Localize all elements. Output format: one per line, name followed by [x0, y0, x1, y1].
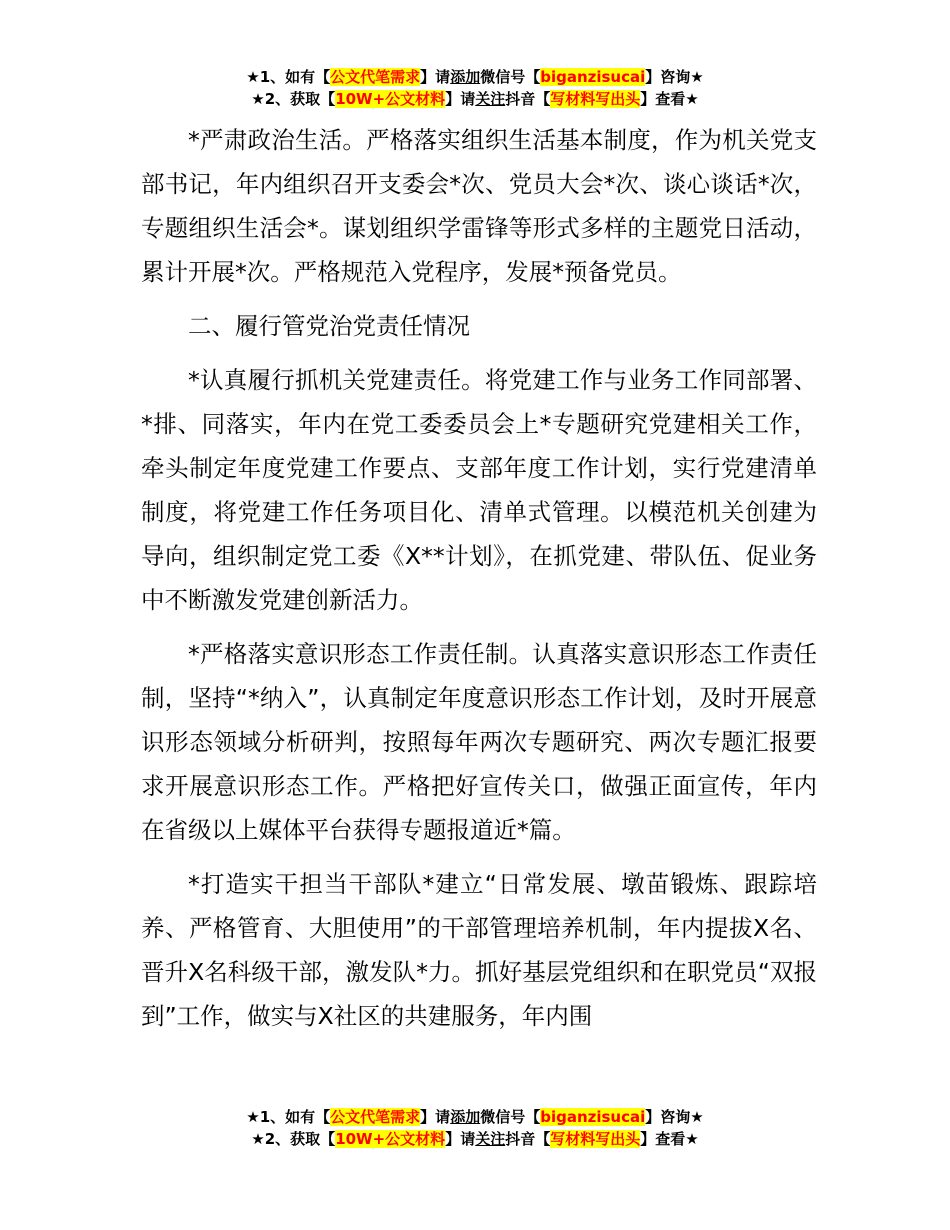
banner-highlight: 公文代笔需求 [330, 1108, 421, 1126]
banner-text: 抖音【 [505, 90, 551, 108]
banner-highlight: biganzisucai [540, 1108, 646, 1126]
banner-highlight: 10W+公文材料 [335, 90, 446, 108]
banner-text: 】请 [420, 68, 451, 86]
banner-text: 】查看★ [640, 90, 699, 108]
paragraph-party-building: *认真履行抓机关党建责任。将党建工作与业务工作同部署、*排、同落实，年内在党工委委员会上*专题研究党建相关工作，牵头制定年度党建工作要点、支部年度工作计划，实行党建清单制度，将党建工作任务项目化、清单式管理。以模范机关创建为导向，组织制定党工委《X**计划》，在抓党建、带队伍、促业务中不断激发党建创新活力。 [141, 366, 817, 614]
banner-text: 】请 [445, 1130, 476, 1148]
paragraph-cadre-team: *打造实干担当干部队*建立“日常发展、墩苗锻炼、跟踪培养、严格管育、大胆使用”的干部管理培养机制，年内提拔X名、晋升X名科级干部，激发队*力。抓好基层党组织和在职党员“双报到”工作，做实与X社区的共建服务，年内围 [141, 870, 817, 1030]
banner-underlined-text: 关注 [475, 90, 506, 108]
banner-text: 】查看★ [640, 1130, 699, 1148]
banner-underlined-text: 添加 [450, 1108, 481, 1126]
banner-underlined-text: 关注 [475, 1130, 506, 1148]
banner-text: ★2、获取【 [251, 1130, 336, 1148]
banner-text: ★2、获取【 [251, 90, 336, 108]
banner-highlight: 公文代笔需求 [330, 68, 421, 86]
section-heading: 二、履行管党治党责任情况 [188, 312, 470, 340]
paragraph-political-life: *严肃政治生活。严格落实组织生活基本制度，作为机关党支部书记，年内组织召开支委会*次、党员大会*次、谈心谈话*次，专题组织生活会*。谋划组织学雷锋等形式多样的主题党日活动，累计开展*次。严格规范入党程序，发展*预备党员。 [141, 126, 817, 286]
header-banner [0, 66, 950, 110]
banner-line-1 [0, 1106, 950, 1128]
banner-highlight: 写材料写出头 [550, 1130, 641, 1148]
footer-banner [0, 1106, 950, 1150]
banner-text: 微信号【 [480, 1108, 541, 1126]
document-body [141, 118, 817, 1038]
banner-text: 】请 [445, 90, 476, 108]
banner-line-2 [0, 1128, 950, 1150]
banner-text: 】咨询★ [645, 1108, 704, 1126]
banner-text: 抖音【 [505, 1130, 551, 1148]
banner-underlined-text: 添加 [450, 68, 481, 86]
banner-text: 】咨询★ [645, 68, 704, 86]
banner-text: ★1、如有【 [246, 68, 331, 86]
banner-line-1 [0, 66, 950, 88]
banner-highlight: biganzisucai [540, 68, 646, 86]
banner-text: ★1、如有【 [246, 1108, 331, 1126]
banner-highlight: 写材料写出头 [550, 90, 641, 108]
banner-line-2 [0, 88, 950, 110]
banner-text: 微信号【 [480, 68, 541, 86]
banner-text: 】请 [420, 1108, 451, 1126]
banner-highlight: 10W+公文材料 [335, 1130, 446, 1148]
paragraph-ideology: *严格落实意识形态工作责任制。认真落实意识形态工作责任制，坚持“*纳入”，认真制定年度意识形态工作计划，及时开展意识形态领域分析研判，按照每年两次专题研究、两次专题汇报要求开展意识形态工作。严格把好宣传关口，做强正面宣传，年内在省级以上媒体平台获得专题报道近*篇。 [141, 640, 817, 844]
